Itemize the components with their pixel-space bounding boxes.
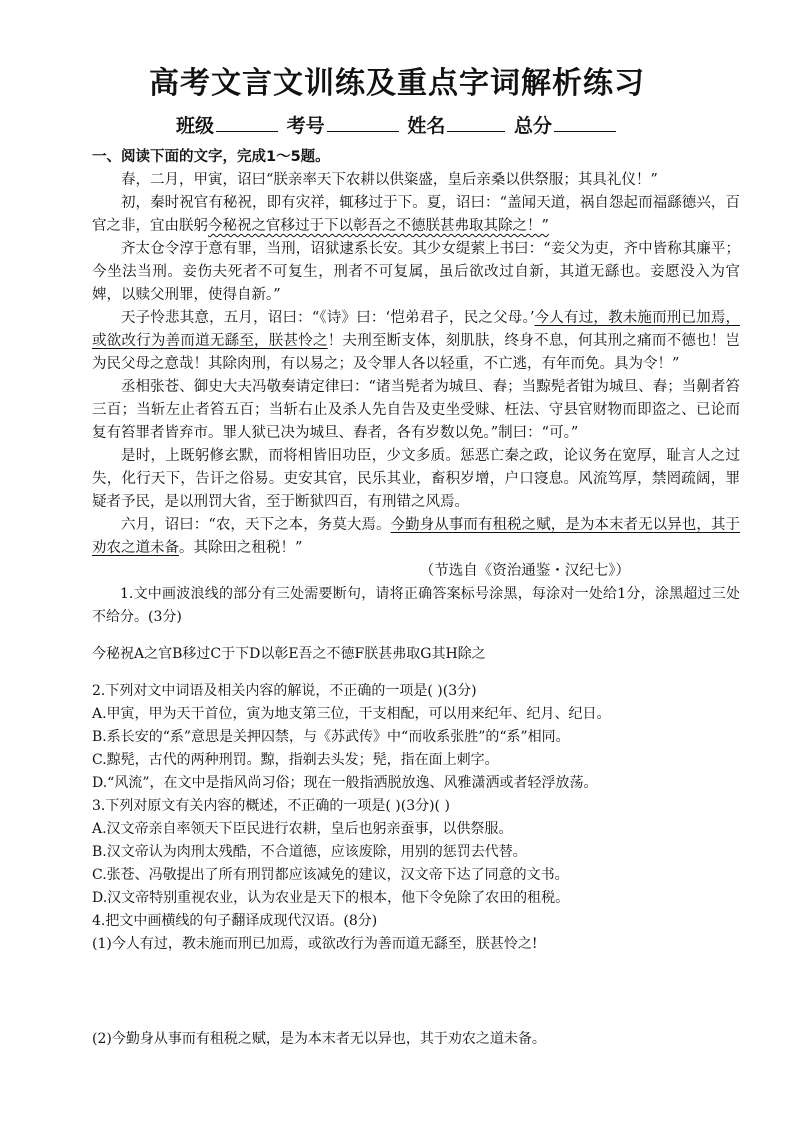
- passage-paragraph-1: 春，二月，甲寅，诏曰“朕亲率天下农耕以供粢盛，皇后亲桑以供祭服；其具礼仪！”: [121, 172, 658, 188]
- underlined-sentence-2: 今勤身从事而有租税之赋，是为本末者无以异也，其于劝农之道未备: [92, 517, 740, 556]
- question-3-option-c[interactable]: C.张苍、冯敬提出了所有刑罚都应该减免的建议，汉文帝下达了同意的文书。: [92, 867, 569, 883]
- score-blank[interactable]: [554, 113, 616, 132]
- class-blank[interactable]: [216, 113, 278, 132]
- p2-text: 初，秦时祝官有秘祝，即有灾祥，辄移过于下。夏，诏曰：“盖闻天道，祸自怨起而福繇德兴，百官之非，宜由朕躬: [92, 195, 740, 234]
- page-title: 高考文言文训练及重点字词解析练习: [149, 66, 645, 101]
- question-1-sentence: 今秘祝A之官B移过C于下D以彰E吾之不德F朕甚弗取G其H除之: [92, 646, 486, 662]
- class-label: 班级: [176, 115, 215, 137]
- question-4-item-2: (2)今勤身从事而有租税之赋，是为本末者无以异也，其于劝农之道未备。: [92, 1031, 546, 1047]
- passage-paragraph-7: [92, 514, 740, 560]
- underlined-sentence-1: 今人有过，教未施而刑已加焉，或欲改行为善而道无繇至，朕甚怜之: [92, 310, 740, 349]
- question-2-option-d[interactable]: D.“风流”，在文中是指风尚习俗；现在一般指洒脱放逸、风雅潇洒或者轻浮放荡。: [92, 775, 598, 791]
- score-label: 总分: [513, 115, 552, 137]
- question-3-option-a[interactable]: A.汉文帝亲自率领天下臣民进行农耕，皇后也躬亲蚕事，以供祭服。: [92, 821, 513, 837]
- question-4-item-1: (1)今人有过，教未施而刑已加焉，或欲改行为善而道无繇至，朕甚怜之!: [92, 936, 538, 952]
- p4-text-a: 天子怜悲其意，五月，诏曰：“《诗》曰：‘恺弟君子，民之父母。’: [121, 310, 535, 326]
- passage-paragraph-5: 丞相张苍、御史大夫冯敬奏请定律曰：“诸当髡者为城旦、舂；当黥髡者钳为城旦、舂；当劓者笞三百；当斩左止者笞五百；当斩右止及杀人先自告及吏坐受赇、枉法、守县官财物而即盗之、已论而复有笞罪者皆弃市。罪人狱已决为城旦、舂者，各有岁数以免。”制曰：“可。”: [92, 379, 740, 441]
- passage-paragraph-3: 齐太仓令淳于意有罪，当刑，诏狱逮系长安。其少女缇萦上书曰：“妾父为吏，齐中皆称其廉平；今坐法当刑。妾伤夫死者不可复生，刑者不可复属，虽后欲改过自新，其道无繇也。妾愿没入为官婢，以赎父刑罪，使得自新。”: [92, 241, 740, 303]
- wavy-underlined-sentence: 今秘祝之官移过于下以彰吾之不德朕甚弗取其除之！”: [208, 218, 549, 234]
- question-3-option-d[interactable]: D.汉文帝特别重视农业，认为农业是天下的根本，他下令免除了农田的租税。: [92, 890, 570, 906]
- question-3: 3.下列对原文有关内容的概述，不正确的一项是( )(3分)( ): [92, 798, 450, 814]
- name-blank[interactable]: [447, 113, 505, 132]
- exam-no-blank[interactable]: [327, 113, 399, 132]
- question-2-option-a[interactable]: A.甲寅，甲为天干首位，寅为地支第三位，干支相配，可以用来纪年、纪月、纪日。: [92, 706, 611, 722]
- worksheet-content: [92, 146, 740, 1051]
- question-2: 2.下列对文中词语及相关内容的解说，不正确的一项是( )(3分): [92, 683, 477, 699]
- question-2-option-c[interactable]: C.黥髡，古代的两种刑罚。黥，指剃去头发；髡，指在面上刺字。: [92, 752, 499, 768]
- question-1: 1.文中画波浪线的部分有三处需要断句，请将正确答案标号涂黑，每涂对一处给1分，涂黑超过三处不给分。(3分): [92, 586, 740, 625]
- passage-paragraph-4: [92, 307, 740, 376]
- section-heading: 一、阅读下面的文字，完成1～5题。: [92, 149, 330, 165]
- p7-text-c: 。其除田之租税！”: [179, 540, 303, 556]
- passage-paragraph-6: 是时，上既躬修玄默，而将相皆旧功臣，少文多质。惩恶亡秦之政，论议务在宽厚，耻言人之过失，化行天下，告讦之俗易。吏安其官，民乐其业，畜积岁增，户口寖息。风流笃厚，禁罔疏阔，罪疑者予民，是以刑罚大省，至于断狱四百，有刑错之风焉。: [92, 448, 740, 510]
- passage-source: （节选自《资治通鉴・汉纪七》）: [419, 563, 630, 579]
- p4-text-c: ！夫刑至断支体，刻肌肤，终身不息，何其刑之痛而不德也！岂为民父母之意哉！其除肉刑，有以易之；及令罪人各以轻重，不亡逃，有年而免。具为令！”: [92, 333, 741, 372]
- question-3-option-b[interactable]: B.汉文帝认为肉刑太残酷，不合道德，应该废除，用别的惩罚去代替。: [92, 844, 527, 860]
- passage-paragraph-2: [92, 192, 740, 238]
- p7-text-a: 六月，诏曰：“农，天下之本，务莫大焉。: [121, 517, 391, 533]
- exam-no-label: 考号: [286, 115, 325, 137]
- student-info-line: [0, 111, 794, 138]
- name-label: 姓名: [407, 115, 446, 137]
- question-4: 4.把文中画横线的句子翻译成现代汉语。(8分): [92, 913, 378, 929]
- question-2-option-b[interactable]: B.系长安的“系”意思是关押囚禁，与《苏武传》中“而收系张胜”的“系”相同。: [92, 729, 570, 745]
